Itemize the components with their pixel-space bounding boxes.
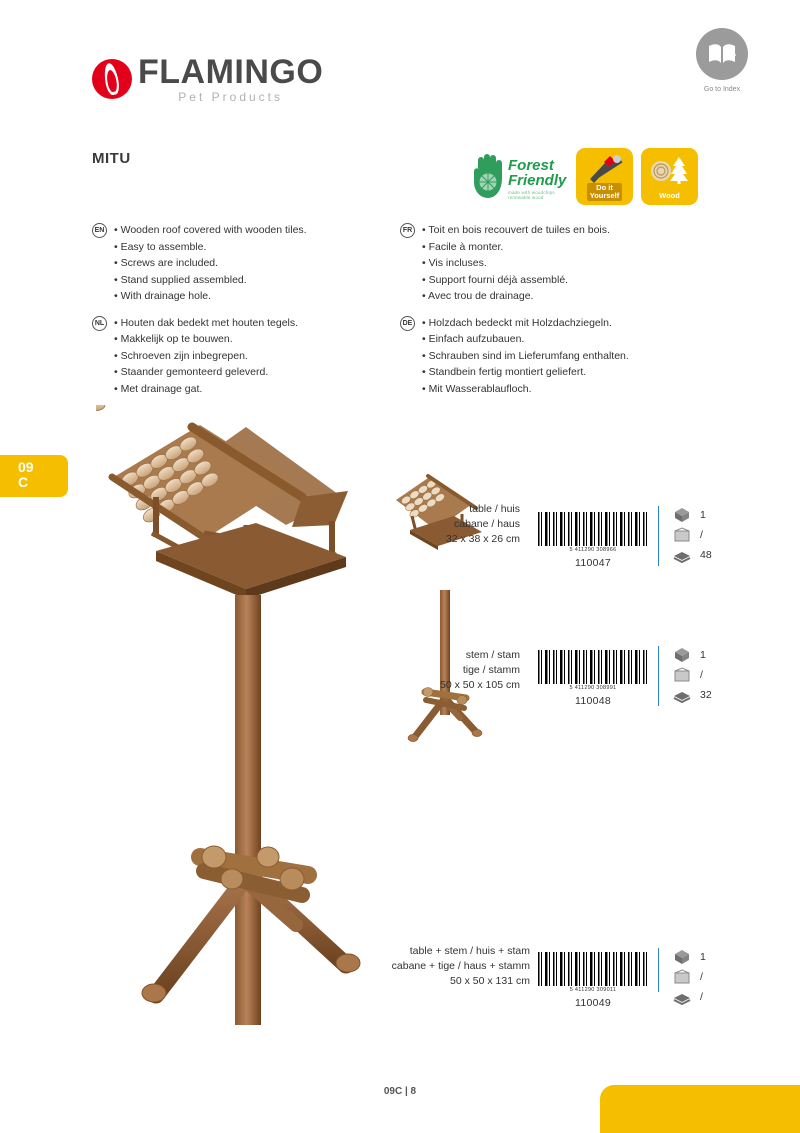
article-number: 110049 bbox=[574, 997, 612, 1009]
hand-leaf-icon bbox=[468, 152, 512, 202]
list-item: • Staander gemonteerd geleverd. bbox=[114, 364, 392, 381]
go-to-index-button[interactable] bbox=[686, 28, 758, 93]
feature-block-fr bbox=[400, 222, 700, 305]
qty-inner: 1 bbox=[700, 508, 706, 521]
variant-desc-line2: cabane / haus bbox=[454, 518, 520, 530]
article-number: 110048 bbox=[574, 695, 612, 707]
list-item: • Holzdach bedeckt mit Holzdachziegeln. bbox=[422, 315, 700, 332]
feature-block-de bbox=[400, 315, 700, 398]
list-item: • Schroeven zijn inbegrepen. bbox=[114, 348, 392, 365]
diy-caption-line2: Yourself bbox=[589, 191, 620, 200]
do-it-yourself-badge bbox=[576, 148, 633, 205]
list-item: • Houten dak bedekt met houten tegels. bbox=[114, 315, 392, 332]
feature-column-left bbox=[92, 222, 392, 407]
row-divider bbox=[658, 506, 659, 566]
carton-icon bbox=[672, 667, 692, 683]
pallet-icon bbox=[672, 687, 692, 703]
variant-desc-line2: cabane + tige / haus + stamm bbox=[391, 960, 530, 972]
page-footer-label: 09C | 8 bbox=[383, 1086, 417, 1097]
variant-desc-line2: tige / stamm bbox=[462, 664, 520, 676]
qty-pallet: 48 bbox=[700, 548, 712, 561]
forest-friendly-badge bbox=[468, 148, 568, 206]
diy-caption-line1: Do it bbox=[596, 183, 613, 192]
forest-friendly-subtitle: made with woodchips renewable wood bbox=[508, 190, 555, 200]
product-photo-main bbox=[96, 405, 396, 1025]
feature-column-right bbox=[400, 222, 700, 407]
list-item: • Makkelijk op te bouwen. bbox=[114, 331, 392, 348]
list-item: • With drainage hole. bbox=[114, 288, 392, 305]
brand-name: FLAMINGO bbox=[138, 53, 324, 91]
list-item: • Easy to assemble. bbox=[114, 239, 392, 256]
wood-badge bbox=[641, 148, 698, 205]
chapter-tab bbox=[0, 455, 68, 497]
feature-block-en bbox=[92, 222, 392, 305]
barcode-digits: 5 411290 309011 bbox=[569, 987, 617, 993]
list-item: • Einfach aufzubauen. bbox=[422, 331, 700, 348]
list-item: • Wooden roof covered with wooden tiles. bbox=[114, 222, 392, 239]
brand-tagline: Pet Products bbox=[178, 90, 283, 104]
qty-middle: / bbox=[700, 528, 703, 541]
qty-inner: 1 bbox=[700, 648, 706, 661]
carton-icon bbox=[672, 969, 692, 985]
list-item: • Met drainage gat. bbox=[114, 381, 392, 398]
book-icon bbox=[696, 28, 748, 80]
go-to-index-label: Go to Index bbox=[703, 86, 741, 93]
barcode-image bbox=[538, 512, 648, 546]
forest-friendly-line2: Friendly bbox=[508, 172, 567, 189]
chapter-tab-number: 09 bbox=[18, 459, 34, 475]
barcode-image bbox=[538, 952, 648, 986]
list-item: • Support fourni déjà assemblé. bbox=[422, 272, 700, 289]
article-number: 110047 bbox=[574, 557, 612, 569]
list-item: • Standbein fertig montiert geliefert. bbox=[422, 364, 700, 381]
variant-desc-line3: 50 x 50 x 105 cm bbox=[440, 679, 520, 691]
variant-desc-line1: table / huis bbox=[469, 503, 520, 515]
variant-desc-line1: table + stem / huis + stam bbox=[409, 945, 530, 957]
single-unit-icon bbox=[672, 647, 692, 663]
qty-inner: 1 bbox=[700, 950, 706, 963]
barcode-digits: 5 411290 308991 bbox=[569, 685, 617, 691]
pallet-icon bbox=[672, 989, 692, 1005]
list-item: • Screws are included. bbox=[114, 255, 392, 272]
lang-badge-fr: FR bbox=[400, 223, 415, 238]
single-unit-icon bbox=[672, 949, 692, 965]
lang-badge-nl: NL bbox=[92, 316, 107, 331]
footer-bar-white bbox=[0, 1099, 600, 1133]
footer-corner-accent bbox=[600, 1085, 800, 1099]
forest-friendly-line1: Forest bbox=[508, 157, 554, 174]
variant-desc-line1: stem / stam bbox=[465, 649, 520, 661]
variant-desc-line3: 50 x 50 x 131 cm bbox=[450, 975, 530, 987]
row-divider bbox=[658, 646, 659, 706]
qty-pallet: 32 bbox=[700, 688, 712, 701]
list-item: • Toit en bois recouvert de tuiles en bois. bbox=[422, 222, 700, 239]
feature-block-nl bbox=[92, 315, 392, 398]
page-left-margin bbox=[0, 0, 8, 1133]
lang-badge-en: EN bbox=[92, 223, 107, 238]
carton-icon bbox=[672, 527, 692, 543]
list-item: • Schrauben sind im Lieferumfang enthalten. bbox=[422, 348, 700, 365]
pallet-icon bbox=[672, 547, 692, 563]
wood-caption: Wood bbox=[659, 191, 680, 200]
page-title: MITU bbox=[92, 150, 131, 167]
tools-icon bbox=[576, 150, 633, 188]
qty-middle: / bbox=[700, 970, 703, 983]
lang-badge-de: DE bbox=[400, 316, 415, 331]
list-item: • Facile à monter. bbox=[422, 239, 700, 256]
qty-middle: / bbox=[700, 668, 703, 681]
chapter-tab-letter: C bbox=[18, 474, 29, 490]
list-item: • Avec trou de drainage. bbox=[422, 288, 700, 305]
list-item: • Mit Wasserablaufloch. bbox=[422, 381, 700, 398]
list-item: • Vis incluses. bbox=[422, 255, 700, 272]
qty-pallet: / bbox=[700, 990, 703, 1003]
list-item: • Stand supplied assembled. bbox=[114, 272, 392, 289]
variant-desc-line3: 32 x 38 x 26 cm bbox=[445, 533, 520, 545]
barcode-digits: 5 411290 308966 bbox=[569, 547, 617, 553]
flamingo-mark-icon bbox=[92, 57, 132, 101]
barcode-image bbox=[538, 650, 648, 684]
brand-logo bbox=[92, 55, 323, 103]
tree-log-icon bbox=[641, 150, 698, 188]
single-unit-icon bbox=[672, 507, 692, 523]
row-divider bbox=[658, 948, 659, 992]
badge-row bbox=[468, 148, 698, 206]
